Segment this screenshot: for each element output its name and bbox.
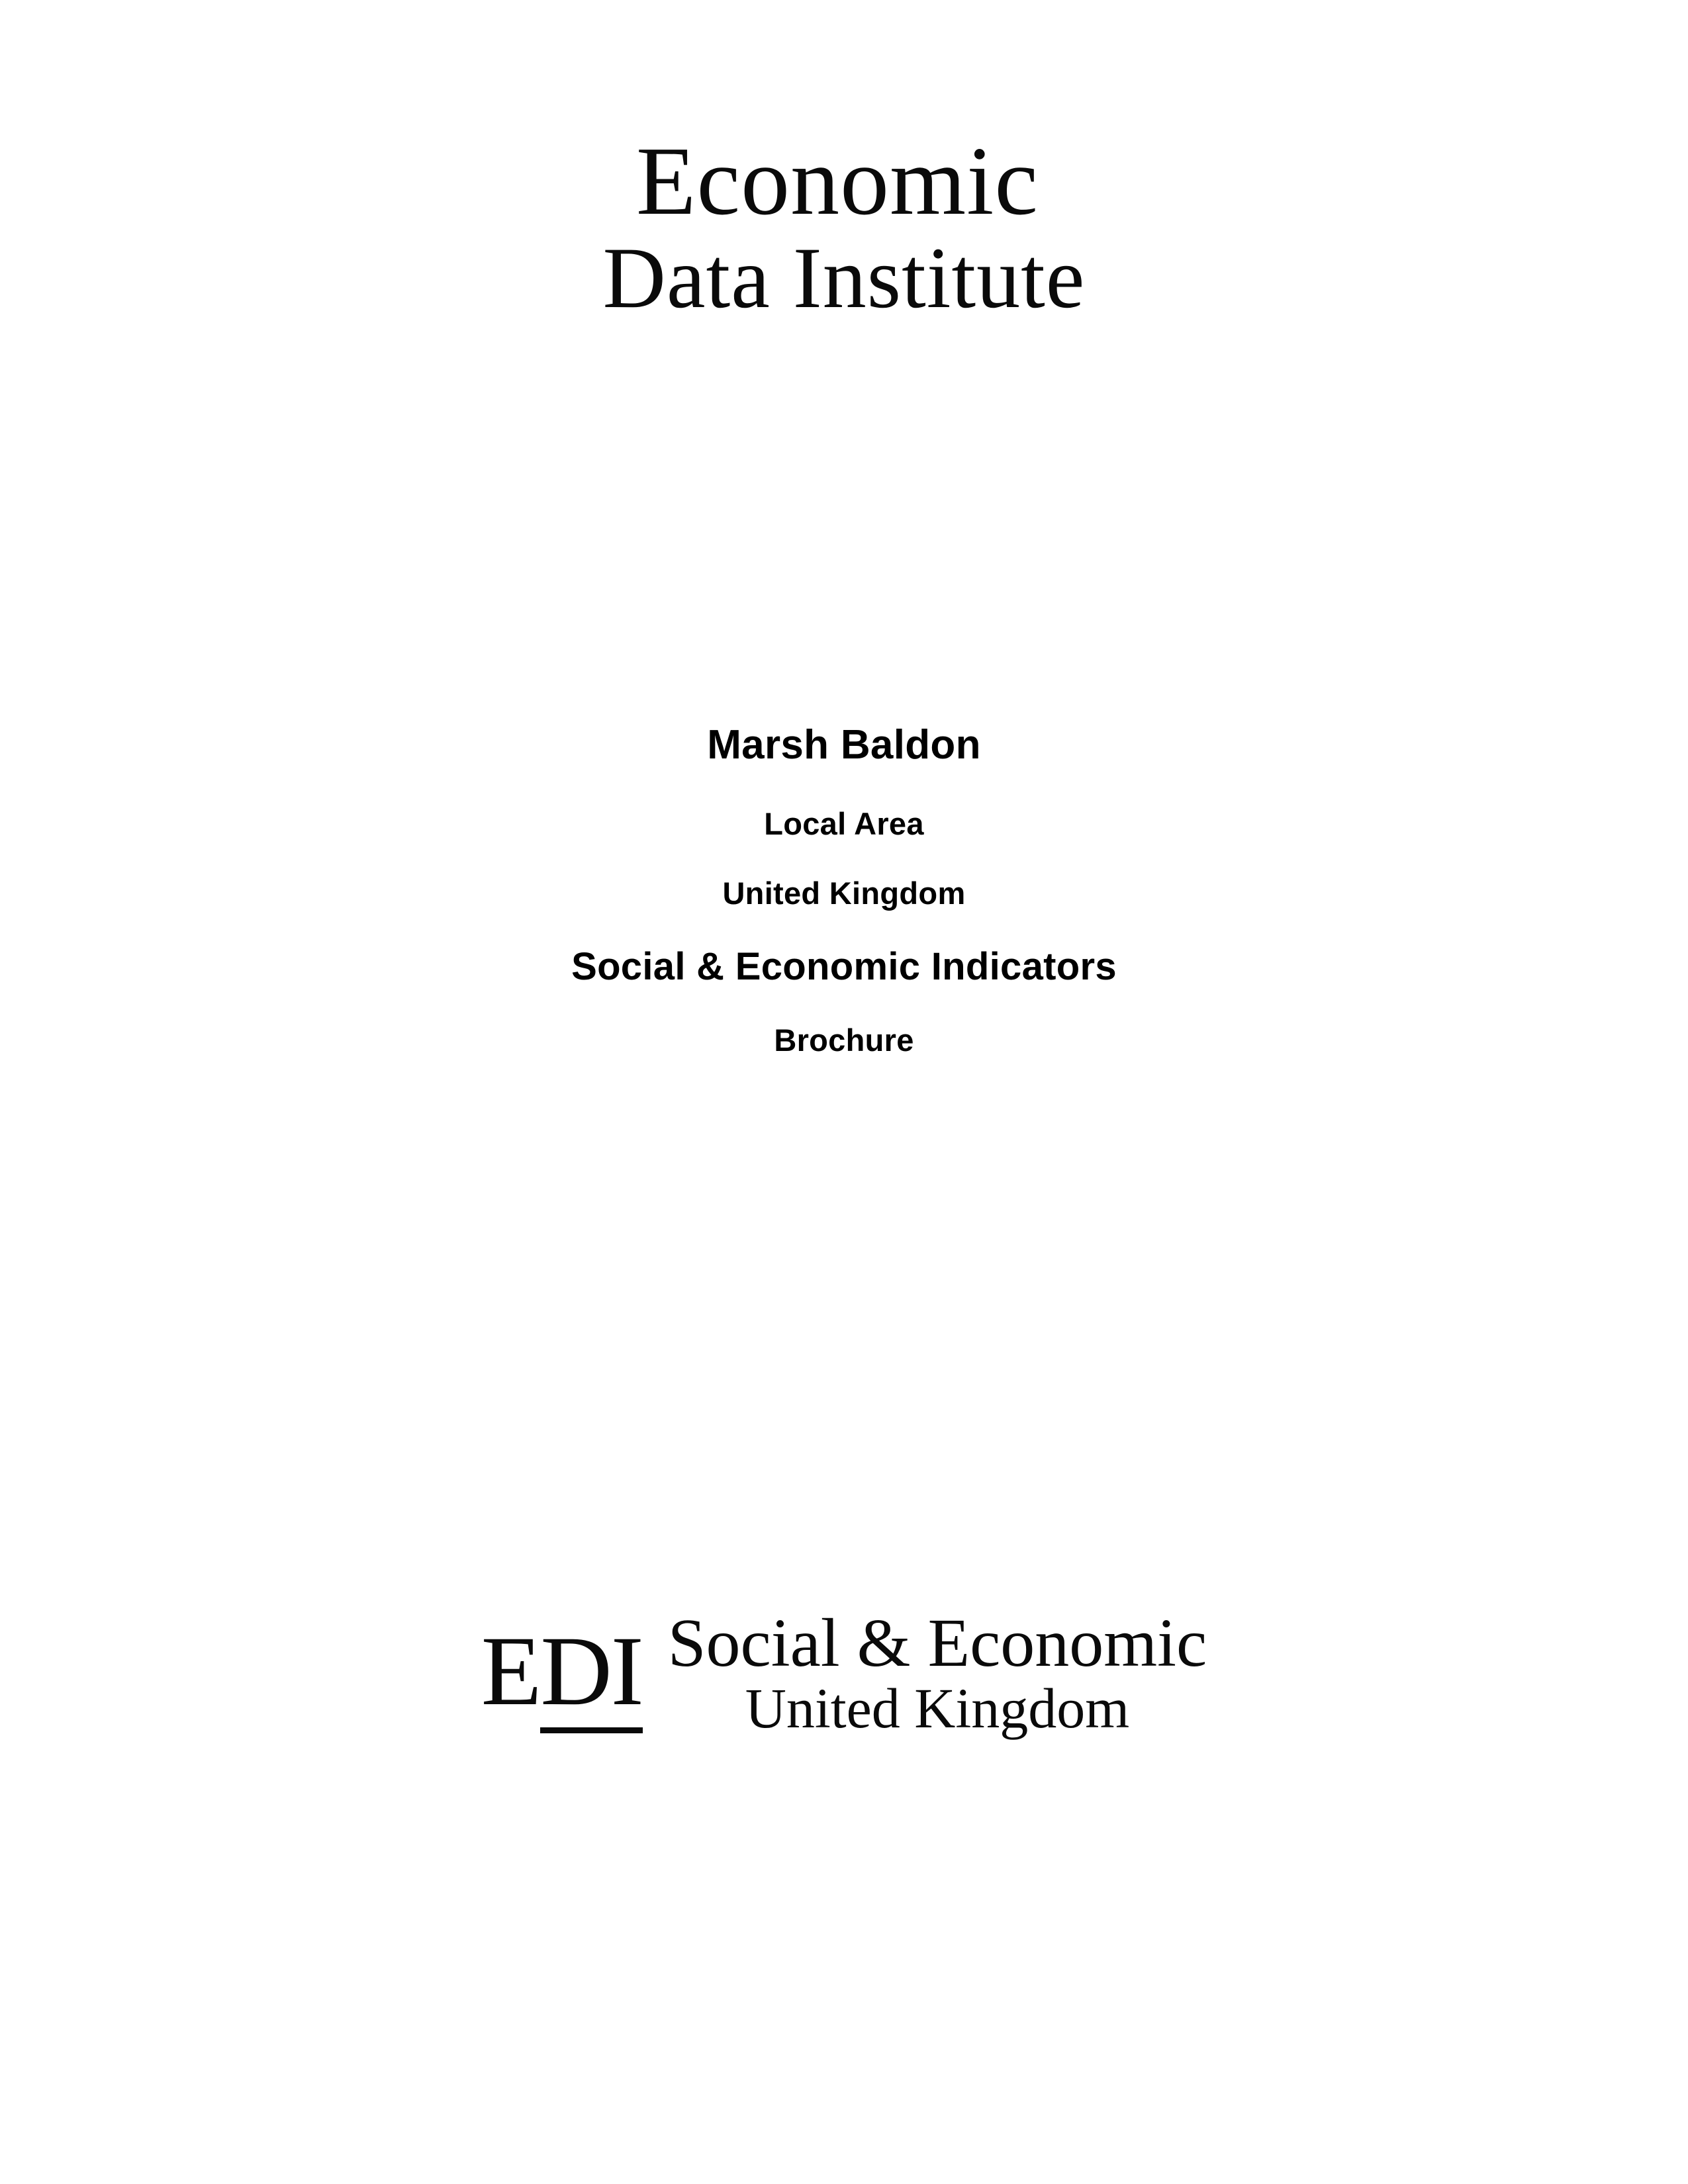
edi-tagline-line-2: United Kingdom <box>745 1676 1130 1741</box>
page-title: Marsh Baldon <box>707 722 981 768</box>
masthead-line-2: Data Institute <box>602 229 1086 326</box>
masthead-line-1: Economic <box>635 127 1039 236</box>
edi-tagline-line-1: Social & Economic <box>667 1605 1207 1681</box>
edi-tagline <box>667 1605 1207 1741</box>
edi-acronym-di: DI <box>540 1616 642 1733</box>
subject-label: Social & Economic Indicators <box>571 945 1117 988</box>
area-type-label: Local Area <box>764 806 924 841</box>
country-label: United Kingdom <box>722 876 966 911</box>
document-type-label: Brochure <box>774 1023 914 1058</box>
cover-title-block <box>0 721 1688 1058</box>
edi-acronym-e: E <box>481 1615 541 1726</box>
edi-footer-logo <box>0 1605 1688 1741</box>
edi-acronym <box>481 1615 643 1726</box>
masthead-logo <box>0 127 1688 326</box>
